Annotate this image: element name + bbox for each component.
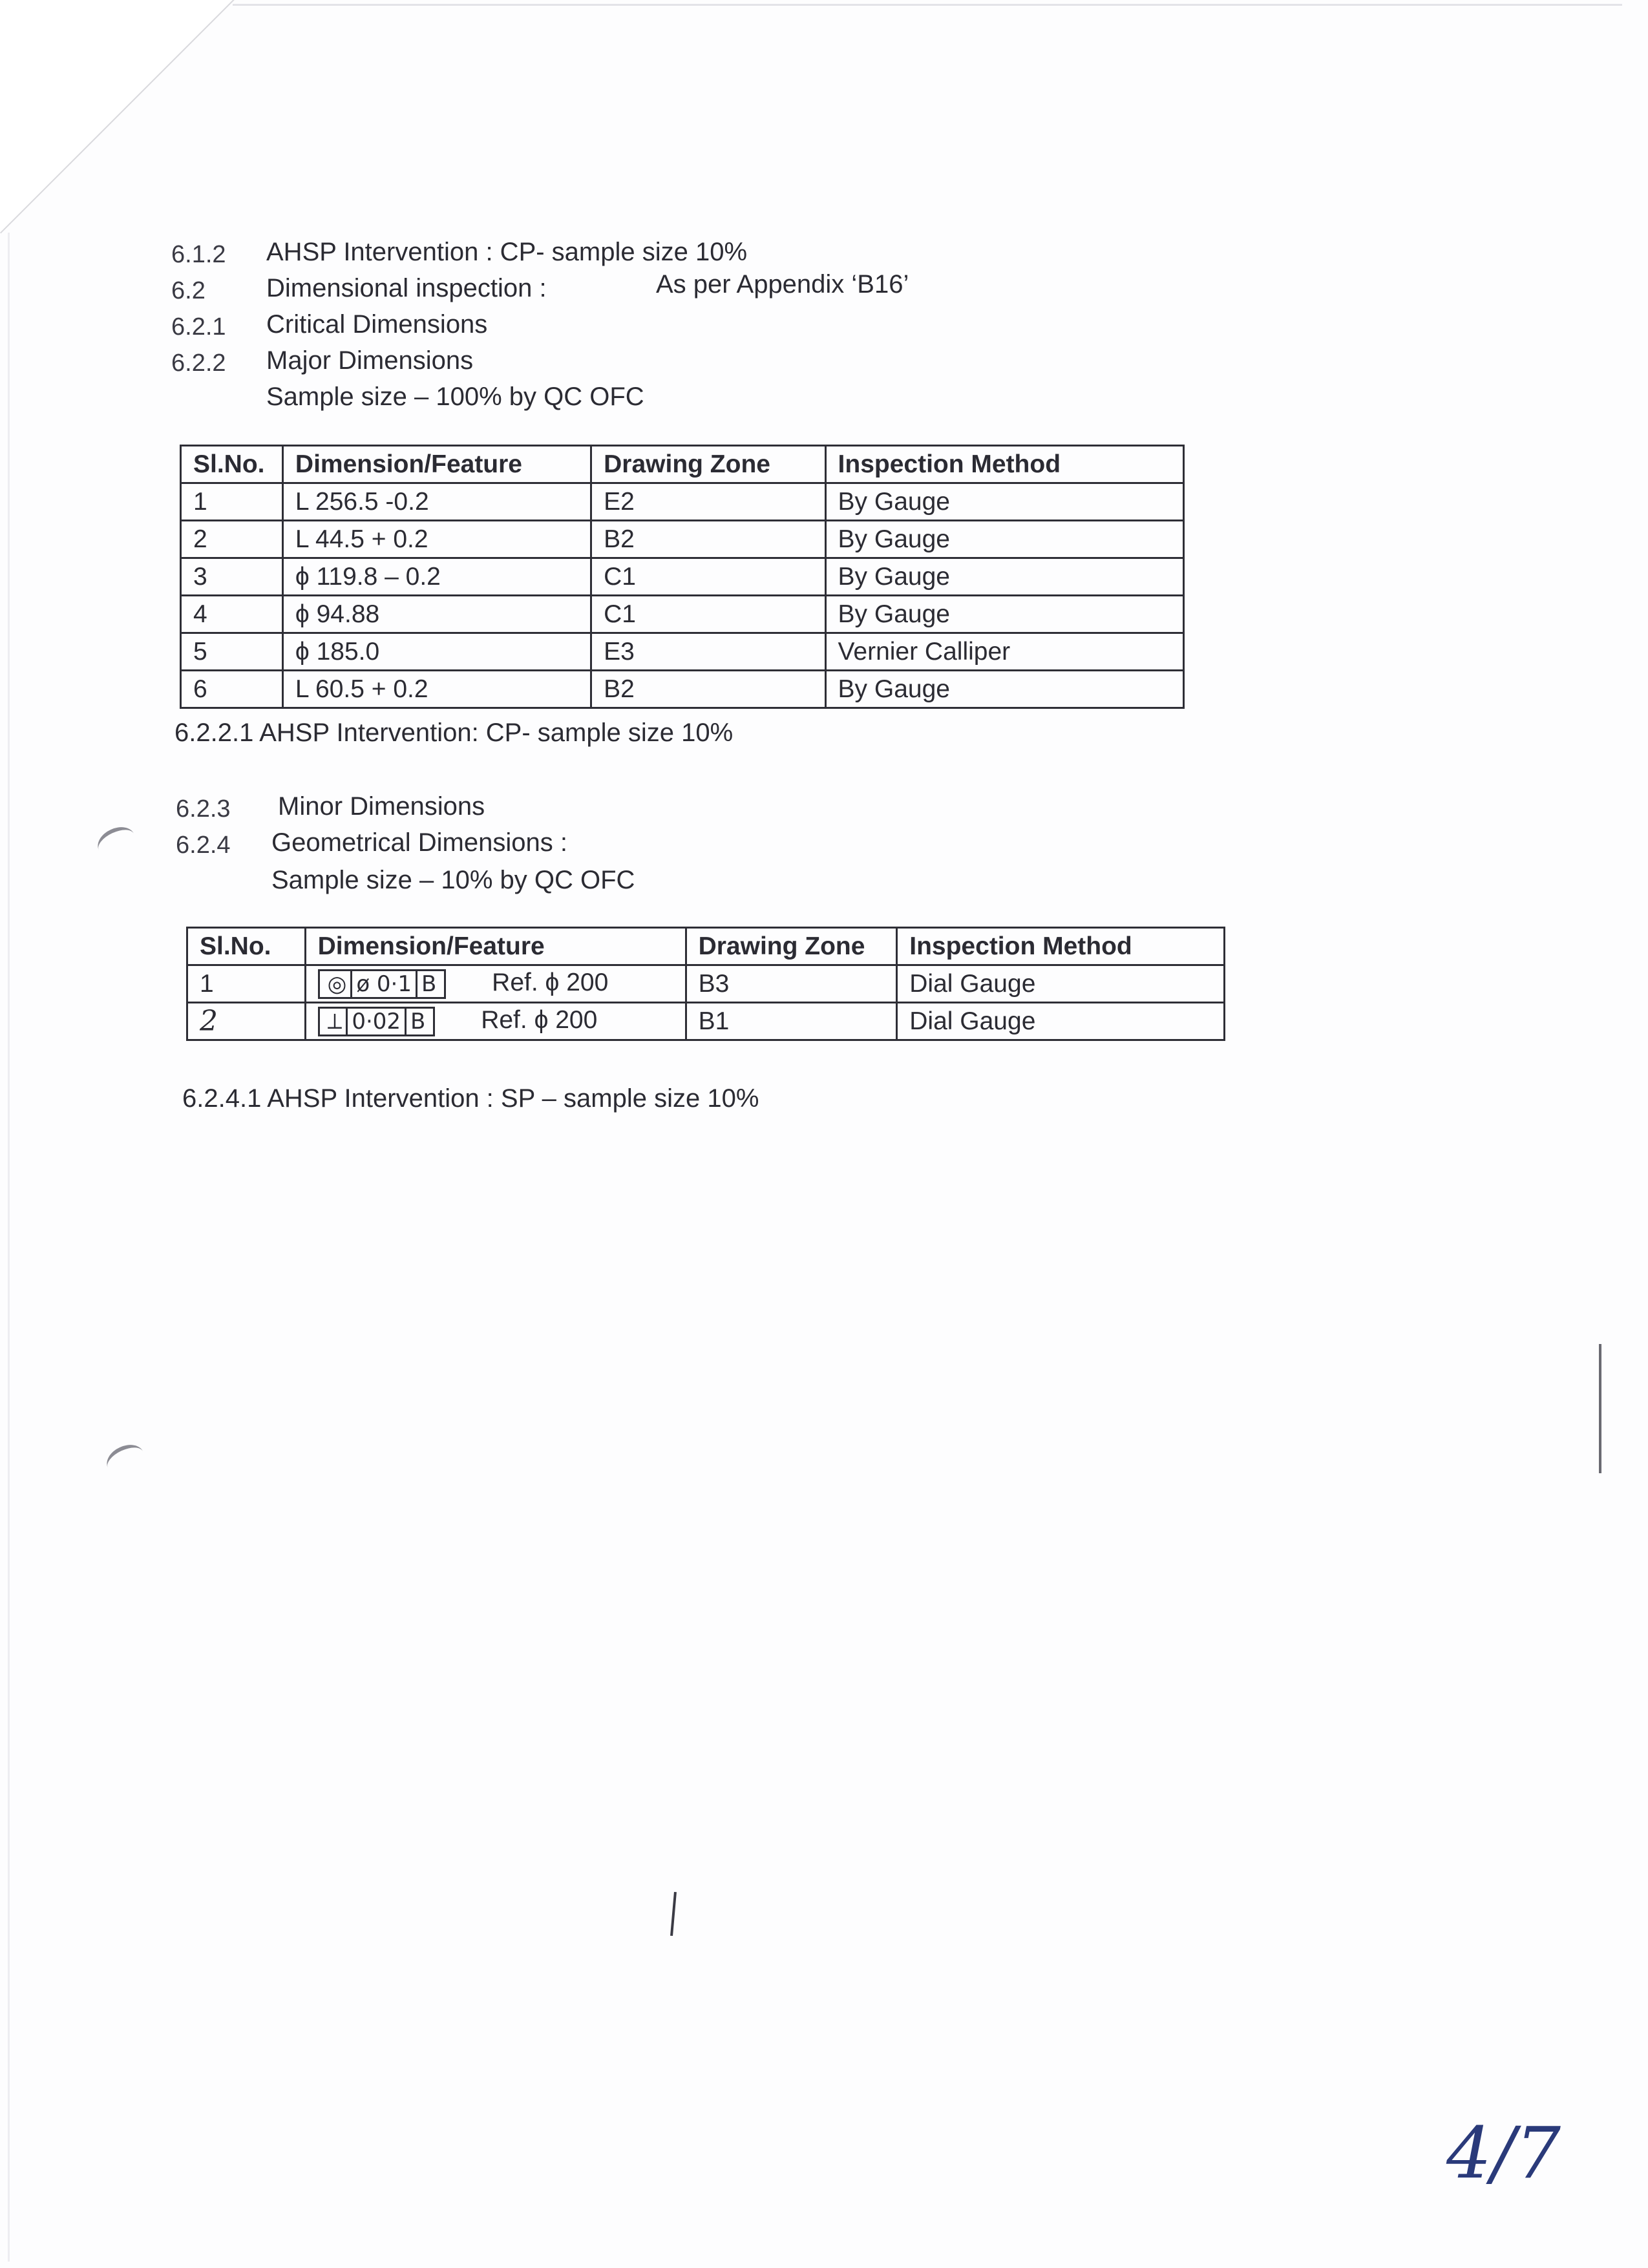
- sample-size-text-2: Sample size – 10% by QC OFC: [271, 866, 635, 894]
- note-6-2-4-1: 6.2.4.1 AHSP Intervention : SP – sample size 10%: [182, 1084, 759, 1113]
- sample-size-text-1: Sample size – 100% by QC OFC: [266, 383, 644, 411]
- cell-sl-no: 4: [181, 596, 283, 633]
- section-number-6-2-2: 6.2.2: [171, 350, 226, 377]
- perpendicularity-symbol: ⟂: [324, 1009, 348, 1034]
- cell-dimension: L 256.5 -0.2: [282, 483, 591, 521]
- cell-dimension: L 60.5 + 0.2: [282, 671, 591, 708]
- cell-zone: E2: [591, 483, 825, 521]
- section-text-6-2-3: Minor Dimensions: [278, 792, 485, 821]
- cell-method: By Gauge: [825, 596, 1183, 633]
- section-text-6-2-4: Geometrical Dimensions :: [271, 828, 567, 857]
- cell-zone: B3: [686, 965, 897, 1003]
- section-number-6-2-4: 6.2.4: [176, 832, 231, 859]
- section-text-6-2-1: Critical Dimensions: [266, 310, 488, 339]
- cell-dimension: ϕ 185.0: [282, 633, 591, 671]
- cell-sl-no: 2: [181, 521, 283, 558]
- table-header-row: [181, 446, 1184, 483]
- tolerance-value: 0·02: [348, 1009, 407, 1034]
- note-6-2-2-1: 6.2.2.1 AHSP Intervention: CP- sample size 10%: [174, 719, 734, 747]
- cell-dimension: ϕ 119.8 – 0.2: [282, 558, 591, 596]
- table-row: [181, 596, 1184, 633]
- datum-reference: B: [421, 971, 437, 997]
- table-row: [181, 633, 1184, 671]
- cell-method: Dial Gauge: [897, 1003, 1225, 1040]
- header-drawing-zone: Drawing Zone: [686, 928, 897, 965]
- cell-sl-no: 3: [181, 558, 283, 596]
- table-row: [181, 483, 1184, 521]
- cell-dimension: [305, 965, 686, 1003]
- header-inspection-method: Inspection Method: [897, 928, 1225, 965]
- header-sl-no: Sl.No.: [181, 446, 283, 483]
- header-sl-no: Sl.No.: [187, 928, 306, 965]
- section-text-6-2-2: Major Dimensions: [266, 346, 474, 375]
- cell-zone: B2: [591, 521, 825, 558]
- scan-edge-mark: [1599, 1344, 1601, 1473]
- tolerance-value: ø 0·1: [352, 971, 417, 997]
- cell-method: By Gauge: [825, 671, 1183, 708]
- header-dimension: Dimension/Feature: [282, 446, 591, 483]
- cell-dimension: L 44.5 + 0.2: [282, 521, 591, 558]
- cell-method: Dial Gauge: [897, 965, 1225, 1003]
- cell-sl-no: 5: [181, 633, 283, 671]
- gdt-perpendicularity-frame: [318, 1007, 436, 1036]
- table-row: [187, 1003, 1225, 1040]
- section-extra-6-2: As per Appendix ‘B16’: [656, 270, 909, 299]
- reference-diameter: Ref. ϕ 200: [481, 1006, 598, 1034]
- cell-dimension: ϕ 94.88: [282, 596, 591, 633]
- table-row: [181, 671, 1184, 708]
- header-dimension: Dimension/Feature: [305, 928, 686, 965]
- cell-zone: B2: [591, 671, 825, 708]
- punch-hole-mark: [93, 821, 140, 862]
- section-number-6-2: 6.2: [171, 277, 206, 304]
- cell-method: Vernier Calliper: [825, 633, 1183, 671]
- table-row: [181, 521, 1184, 558]
- section-number-6-2-1: 6.2.1: [171, 313, 226, 341]
- datum-reference: B: [410, 1008, 426, 1034]
- page-left-edge: [8, 233, 10, 2262]
- cell-sl-no: 1: [187, 965, 306, 1003]
- section-number-6-1-2: 6.1.2: [171, 241, 226, 268]
- handwritten-page-number: 4/7: [1446, 2112, 1561, 2194]
- cell-method: By Gauge: [825, 558, 1183, 596]
- gdt-concentricity-frame: [318, 969, 447, 999]
- section-text-6-2: Dimensional inspection :: [266, 274, 547, 302]
- cell-method: By Gauge: [825, 521, 1183, 558]
- cell-zone: C1: [591, 558, 825, 596]
- stray-pen-mark: [670, 1892, 677, 1936]
- cell-zone: C1: [591, 596, 825, 633]
- major-dimensions-table: [180, 445, 1185, 709]
- cell-dimension: [305, 1003, 686, 1040]
- reference-diameter: Ref. ϕ 200: [492, 969, 609, 997]
- table-row: [181, 558, 1184, 596]
- page-top-edge: [233, 4, 1622, 6]
- cell-sl-no: 6: [181, 671, 283, 708]
- cell-zone: E3: [591, 633, 825, 671]
- geometrical-dimensions-table: [186, 927, 1225, 1041]
- table-header-row: [187, 928, 1225, 965]
- cell-sl-no: 2: [187, 1003, 306, 1040]
- concentricity-symbol: ◎: [324, 971, 353, 997]
- header-inspection-method: Inspection Method: [825, 446, 1183, 483]
- section-text-6-1-2: AHSP Intervention : CP- sample size 10%: [266, 238, 748, 266]
- cell-sl-no: 1: [181, 483, 283, 521]
- header-drawing-zone: Drawing Zone: [591, 446, 825, 483]
- punch-hole-mark: [102, 1439, 149, 1480]
- cell-zone: B1: [686, 1003, 897, 1040]
- cell-method: By Gauge: [825, 483, 1183, 521]
- section-number-6-2-3: 6.2.3: [176, 795, 231, 823]
- table-row: [187, 965, 1225, 1003]
